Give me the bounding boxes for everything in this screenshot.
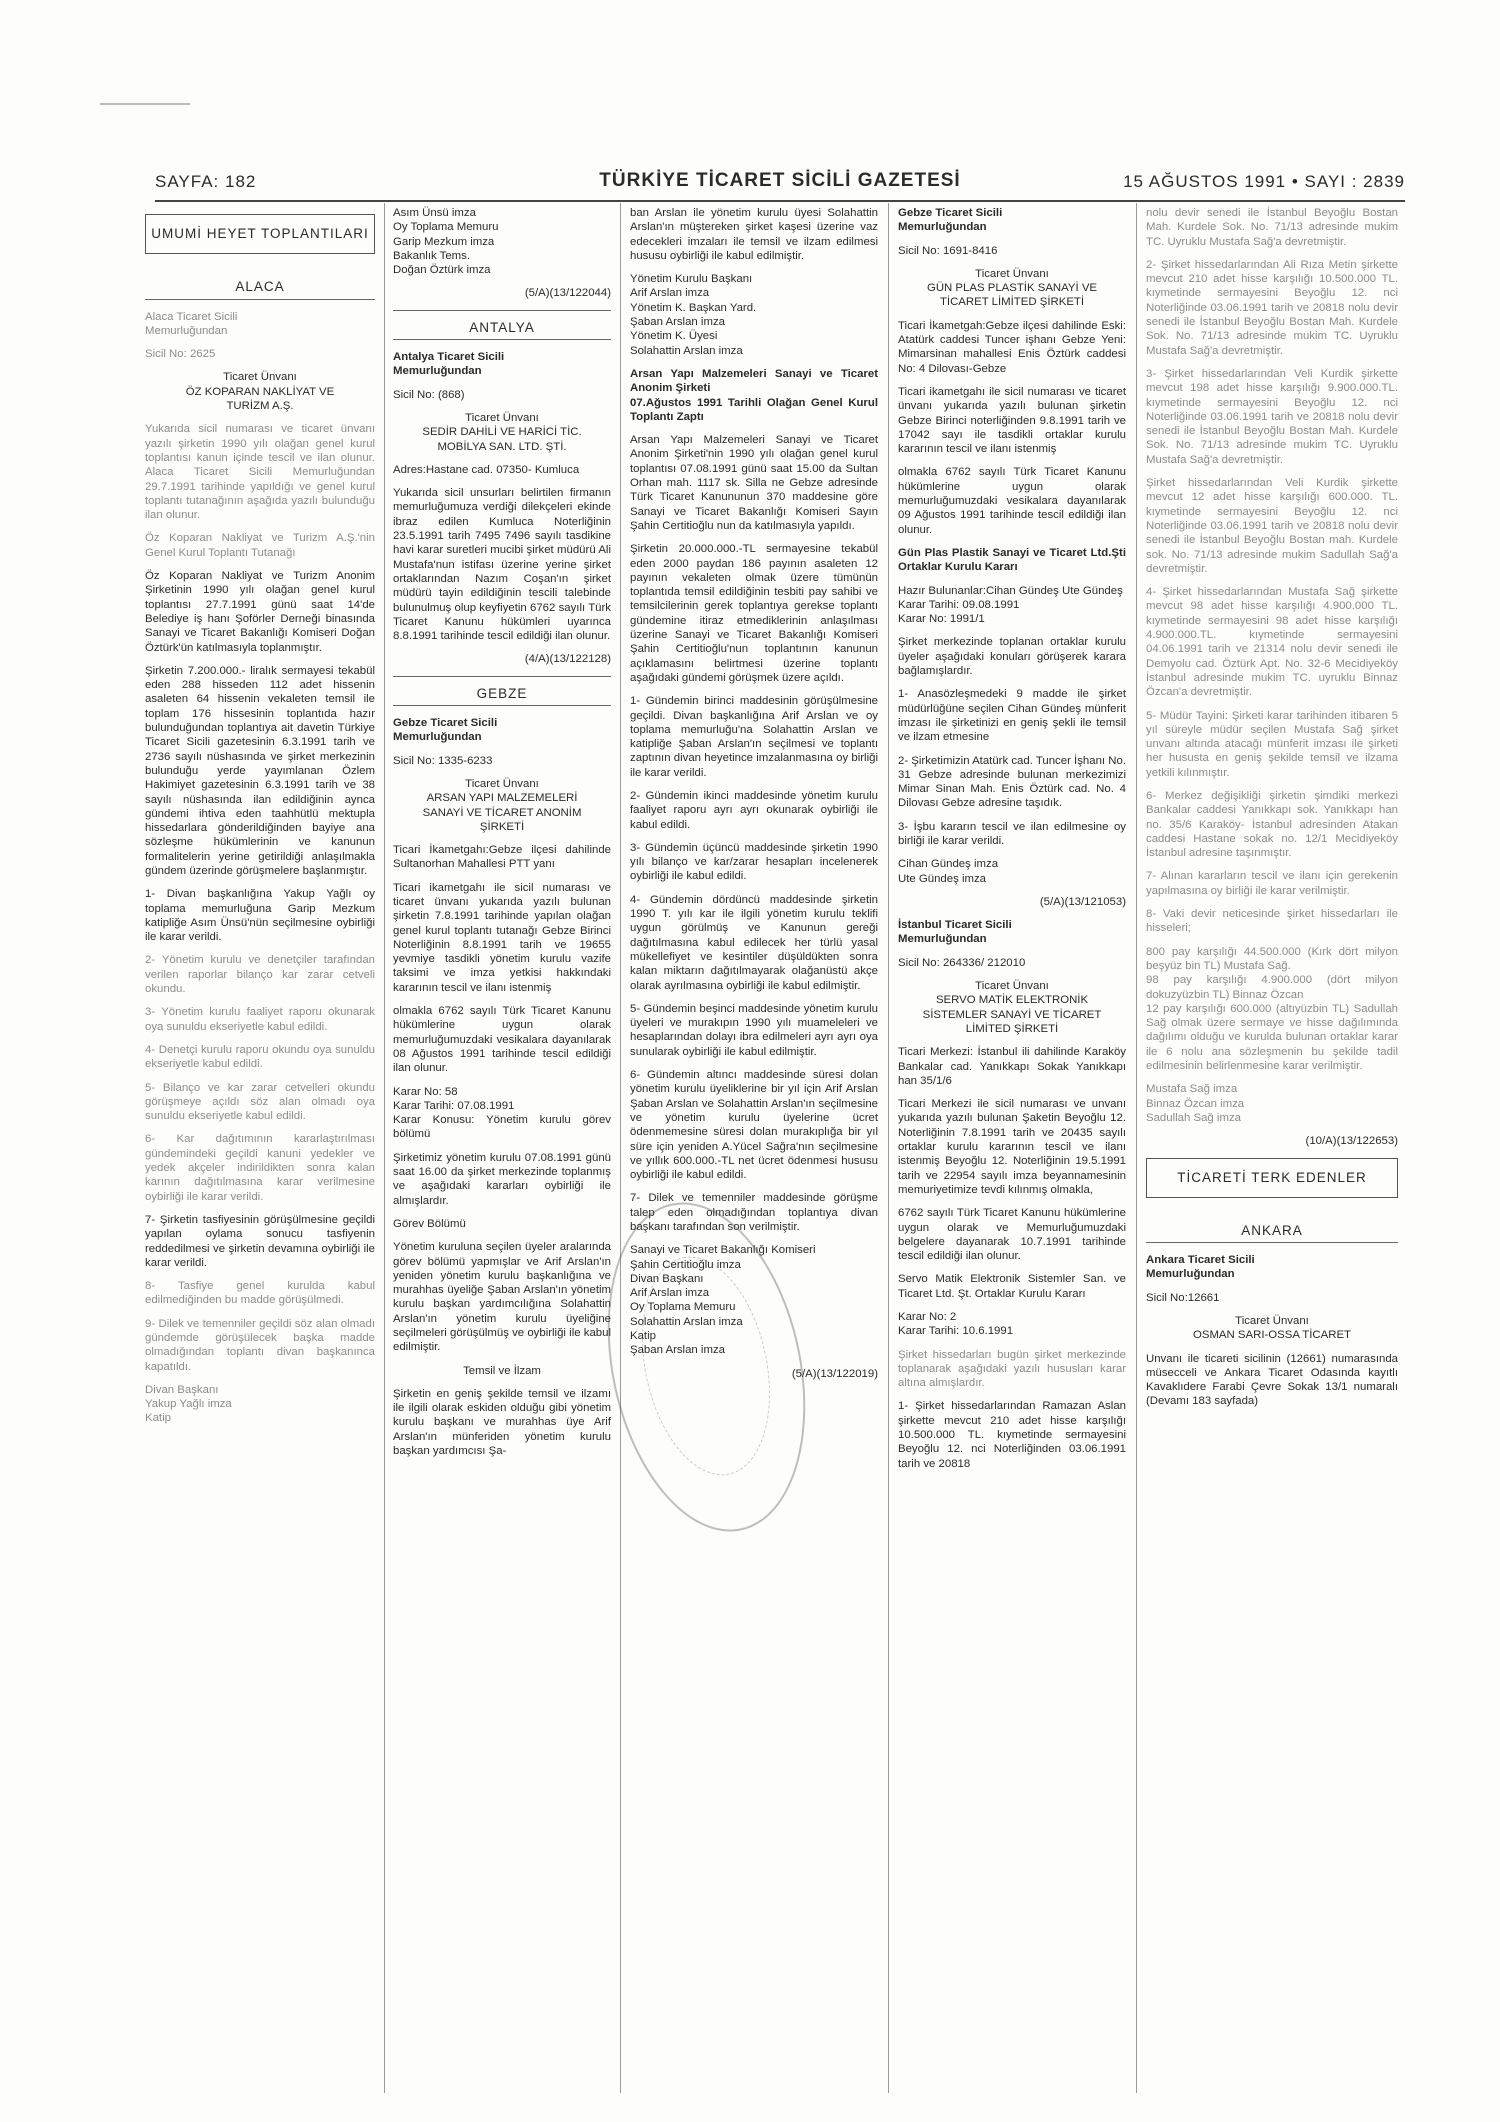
gazette-title: TÜRKİYE TİCARET SİCİLİ GAZETESİ (599, 170, 961, 191)
notice-paragraph: Karar No: 58 Karar Tarihi: 07.08.1991 Karar Konusu: Yönetim kurulu görev bölümü (393, 1085, 611, 1141)
notice-paragraph: nolu devir senedi ile İstanbul Beyoğlu Bostan Mah. Kurdele Sok. No. 71/13 adresinde mukim TC. Uyruklu Mustafa Sağ'a devretmiştir. (1146, 207, 1398, 248)
notice-paragraph: Ticaret Ünvanı ARSAN YAPI MALZEMELERİ SANAYİ VE TİCARET ANONİM ŞİRKETİ (422, 777, 582, 833)
notice-paragraph: Ticaret Ünvanı SEDİR DAHİLİ VE HARİCİ TİC. MOBİLYA SAN. LTD. ŞTİ. (422, 411, 582, 453)
notice-paragraph: Şirketimiz yönetim kurulu 07.08.1991 günü saat 16.00 da şirket merkezinde toplanmış ve aşağıdaki kararları oybirliği ile almışlardır. (393, 1151, 611, 1207)
notice-paragraph: ANTALYA (393, 310, 611, 340)
notice-paragraph: Ticari ikametgahı ile sicil numarası ve ticaret ünvanı yukarıda yazılı bulunan şirketin 7.8.1991 tarihinde yapılan olağan genel kurul toplantı tutanağı Gebze Birinci Noterliğinin 8.8.1991 tarih ve 19655 yevmiye tasdikli yönetim kurulu vazife taksimi ve imza yetkisi hakkındaki kararının tescil ve ilanı istenmiş (393, 881, 611, 994)
notice-paragraph: 2- Yönetim kurulu ve denetçiler tarafından verilen raporlar bilanço kar zarar cetveli okundu. (145, 954, 375, 996)
column-1 (145, 206, 375, 2096)
notice-paragraph: Gebze Ticaret Sicili Memurluğundan (898, 207, 1003, 234)
notice-paragraph: Şirketin 7.200.000.- liralık sermayesi tekabül eden 288 hisseden 112 adet hissenin asaleten 64 hissenin vekaleten temsil ile toplam 176 hissesinin toplantıda hazır bulunduğundan toplantıya ait davetin Türkiye Ticaret Sicili gazetesinin 6.3.1991 tarih ve 2736 sayılı nüshasında ve şirket merkezinin bulunduğu yerde yayımlanan Özlem Hakimiyet gazetesinin 6.3.1991 tarih ve 38 sayılı nüshasında ilan edildiğinin aynca gündemi ihtiva eden taahhütlü mektupla hissedarlara gönderildiğinden bayiye ana sözleşme hükümlerinin ve kanunun formalitelerin yerine getirildiği anlaşılmakla gündem üzerinde görüşmelere başlanmıştır. (145, 664, 375, 877)
notice-paragraph: Sicil No: 1335-6233 (393, 754, 493, 767)
notice-paragraph: Sicil No: 264336/ 212010 (898, 956, 1026, 969)
notice-paragraph: Temsil ve İlzam (463, 1364, 541, 1377)
notice-paragraph: Yönetim Kurulu Başkanı Arif Arslan imza Yönetim K. Başkan Yard. Şaban Arslan imza Yönetim K. Üyesi Solahattin Arslan imza (630, 273, 757, 357)
notice-paragraph: ANKARA (1146, 1214, 1398, 1243)
header-rule (155, 200, 1405, 202)
notice-paragraph: 5- Bilanço ve kar zarar cetvelleri okundu görüşmeye açıldı söz alan olmadı oya sunuldu ekseriyetle kabul edildi. (145, 1081, 375, 1123)
notice-paragraph: Şirketin 20.000.000.-TL sermayesine tekabül eden 2000 paydan 186 payının asaleten 12 payının vekaleten olmak üzere tümünün toplantıda temsil edildiğinin tesbiti pay sahibi ve temsilcilerinin gerek toplantıya gerekse toplantı gündemine itiraz etmediklerinin anlaşılması üzerine Sanayi ve Ticaret Bakanlığı Komiseri Şahin Certitioğlu'nun toplantının kanunun açıklamasını belirtmesi üzerine toplantı aşağıdaki gündemi görüşmek üzere açıldı. (630, 543, 878, 684)
notice-paragraph: (5/A)(13/121053) (1039, 895, 1126, 908)
scan-speck (100, 103, 190, 105)
notice-paragraph: Şirket hissedarları bugün şirket merkezinde toplanarak aşağıdaki yazılı hususları karar altına almışlardır. (898, 1348, 1126, 1390)
notice-paragraph: Yukarıda sicil unsurları belirtilen firmanın memurluğumuza verdiği dilekçeleri ekinde ibraz edilen Kumluca Noterliğinin 23.5.1991 tarih 7495 7496 sayılı tasdikine havi karar suretleri mucibi şirket müdürü Ali Mustafa'nun istifası üzerine yerine şirket ortaklarından Nazım Coşan'ın şirket müdürü tayin edildiğinin tescili talebinde bulunulmuş olup keyfiyetin 6762 sayılı Türk Ticaret Kanunu hükümleri uyarınca 8.8.1991 tarihinde tescil edildiği ilan olunur. (393, 487, 611, 643)
notice-paragraph: (5/A)(13/122019) (791, 1367, 878, 1380)
notice-paragraph: 800 pay karşılığı 44.500.000 (Kırk dört milyon beşyüz bin TL) Mustafa Sağ. 98 pay karşılığı 4.900.000 (dört milyon dokuzyüzbin TL) Binnaz Özcan 12 pay karşılığı 600.000 (altıyüzbin TL) Sadullah Sağ olmak üzere sermaye ve hisse dağılımında dağılımı olduğu ve kurulda bulunan ortaklar karar ile 6 nolu ana sözleşmenin bu şekilde tadil edilmesinin belirlenmesine karar verilmiştir. (1146, 945, 1398, 1073)
notice-paragraph: Karar No: 2 Karar Tarihi: 10.6.1991 (898, 1311, 1014, 1338)
notice-paragraph: (4/A)(13/122128) (524, 653, 611, 666)
notice-paragraph: Unvanı ile ticareti sicilinin (12661) numarasında müsecceli ve Ankara Ticaret Odasında kayıtlı Kavaklıdere Farabi Çevre Sokak 13/1 numaralı (Devamı 183 sayfada) (1146, 1352, 1398, 1408)
page-header (155, 170, 1405, 200)
notice-paragraph: (5/A)(13/122044) (524, 287, 611, 300)
notice-paragraph: Şirket merkezinde toplanan ortaklar kurulu üyeler aşağıdaki konuları görüşerek karara bağlamışlardır. (898, 636, 1126, 678)
notice-paragraph: 6762 sayılı Türk Ticaret Kanunu hükümlerine uygun olarak ve Memurluğumuzdaki belgelere dayanarak 10.7.1991 tarihinde tescil edildiği ilan olunur. (898, 1207, 1126, 1263)
column-2 (393, 206, 611, 2096)
notice-paragraph: Gün Plas Plastik Sanayi ve Ticaret Ltd.Şti Ortaklar Kurulu Kararı (898, 546, 1126, 574)
notice-paragraph: Sanayi ve Ticaret Bakanlığı Komiseri Şahin Certitioğlu imza Divan Başkanı Arif Arslan imza Oy Toplama Memuru Solahattin Arslan imza Katip Şaban Arslan imza (630, 1244, 816, 1357)
notice-paragraph: 3- Gündemin üçüncü maddesinde şirketin 1990 yılı bilanço ve kar/zarar hesapları incelenerek oybirliği ile kabul edildi. (630, 841, 878, 883)
notice-paragraph: Ticaret Ünvanı SERVO MATİK ELEKTRONİK SİSTEMLER SANAYİ VE TİCARET LİMİTED ŞİRKETİ (922, 980, 1102, 1035)
notice-paragraph: Şirketin en geniş şekilde temsil ve ilzamı ile ilgili olarak eskiden olduğu gibi yönetim kurulu başkanı ve murahhas üye Arif Arslan'ın münferiden yönetim kurulu başkan yardımcısı Şa- (393, 1387, 611, 1458)
notice-paragraph: 7- Dilek ve temenniler maddesinde görüşme talep eden olmadığından toplantıya divan başkanı tarafından son verilmiştir. (630, 1192, 878, 1233)
notice-paragraph: 3- Şirket hissedarlarından Veli Kurdik şirkette mevcut 198 adet hisse karşılığı 9.900.000.TL. kıymetinde sermayesini Beyoğlu 12. nci Noterliğinde 03.06.1991 tarih ve 20818 nolu devir senedi ile İstanbul Beyoğlu Bostan Mah. Kurdele Sok. No. 71/13 adresinde mukim TC. Uyruklu Mustafa Sağ'a devretmiştir. (1146, 367, 1398, 466)
notice-paragraph: 9- Dilek ve temenniler geçildi söz alan olmadı gündemde görüşülecek başka madde olmadığından toplantı divan başkanınca kapatıldı. (145, 1317, 375, 1373)
notice-paragraph: Asım Ünsü imza Oy Toplama Memuru Garip Mezkum imza Bakanlık Tems. Doğan Öztürk imza (393, 207, 499, 277)
column-divider (888, 203, 889, 2093)
notice-paragraph: Ankara Ticaret Sicili Memurluğundan (1146, 1254, 1255, 1281)
notice-paragraph: 2- Gündemin ikinci maddesinde yönetim kurulu faaliyet raporu ayrı ayrı okunarak oybirliği ile kabul edildi. (630, 789, 878, 831)
notice-paragraph: Ticari İkametgahı:Gebze ilçesi dahilinde Sultanorhan Mahallesi PTT yanı (393, 844, 611, 871)
notice-paragraph: İstanbul Ticaret Sicili Memurluğundan (898, 919, 1012, 946)
notice-paragraph: UMUMİ HEYET TOPLANTILARI (145, 214, 375, 254)
notice-paragraph: Arsan Yapı Malzemeleri Sanayi ve Ticaret Anonim Şirketi 07.Ağustos 1991 Tarihli Olağan Genel Kurul Toplantı Zaptı (630, 367, 878, 423)
notice-paragraph: 6- Merkez değişikliği şirketin şimdiki merkezi Bankalar caddesi Yanıkkapı sok. Yanıkkapı han no. 35/6 Karaköy- İstanbul adresinden Atakan caddesi Hastane sokak no. 12/1 Mecidiyeköy İstanbul adresine taşınmıştır. (1146, 789, 1398, 860)
notice-paragraph: 2- Şirket hissedarlarından Ali Rıza Metin şirkette mevcut 210 adet hisse karşılığı 10.500.000 TL. kıymetinde sermayesini Beyoğlu 12. nci Noterliğinde 03.06.1991 tarih ve 20818 nolu devir senedi ile İstanbul Beyoğlu Bostan Mah. Kurdele Sok. No. 71/13 adresinde mukim TC. Uyruklu Mustafa Sağ'a devretmiştir. (1146, 258, 1398, 357)
notice-paragraph: Sicil No: (868) (393, 388, 465, 401)
column-divider (1136, 203, 1137, 2093)
notice-paragraph: 8- Tasfiye genel kurulda kabul edilmediğinden bu madde görüşülmedi. (145, 1280, 375, 1307)
notice-paragraph: (10/A)(13/122653) (1305, 1135, 1398, 1148)
notice-paragraph: 4- Gündemin dördüncü maddesinde şirketin 1990 T. yılı kar ile ilgili yönetim kurulu teklifi uygun görülmüş ve Kanunun gereği dağıtılmasına kabul edilecek her türlü yasal mükellefiyet ve kesintiler düşüldükten sonra kalan miktarın dağıtılmayarak olağanüstü akçe olarak ayrılmasına oybirliği ile kabul edilmiştir. (630, 893, 878, 992)
issue-date: 15 AĞUSTOS 1991 • SAYI : 2839 (1123, 172, 1405, 191)
notice-paragraph: Alaca Ticaret Sicili Memurluğundan (145, 310, 238, 337)
notice-paragraph: 2- Şirketimizin Atatürk cad. Tuncer İşhanı No. 31 Gebze adresinde bulunan merkezimizi Mimar Sinan Mah. Enis Öztürk cad. No. 4 Dilovası Gebze adresine taşıdık. (898, 754, 1126, 810)
notice-paragraph: 7- Şirketin tasfiyesinin görüşülmesine geçildi yapılan oylama sonucu tasfiyenin reddedilmesi ve şirketin devamına oybirliği ile karar verildi. (145, 1213, 375, 1269)
notice-paragraph: Hazır Bulunanlar:Cihan Gündeş Ute Gündeş Karar Tarihi: 09.08.1991 Karar No: 1991/1 (898, 584, 1123, 626)
column-divider (384, 203, 385, 2093)
notice-paragraph: Gebze Ticaret Sicili Memurluğundan (393, 717, 498, 744)
notice-paragraph: Adres:Hastane cad. 07350- Kumluca (393, 463, 580, 476)
notice-paragraph: Öz Koparan Nakliyat ve Turizm A.Ş.'nin Genel Kurul Toplantı Tutanağı (145, 532, 375, 559)
notice-paragraph: 4- Şirket hissedarlarından Mustafa Sağ şirkette mevcut 98 adet hisse karşılığı 4.900.000 TL. kıymetinde sermayesini 98 adet hisse karşılığı 4.900.000.TL. kıymetinde sermayesini 04.06.1991 tarih ve 21314 nolu devir senedi ile Demyolu cad. Öztürk Apt. No. 32-6 Mecidiyeköy İstanbul adresinde mukim TC. uyruklu Binnaz Özcan'a devretmiştir. (1146, 586, 1398, 699)
notice-paragraph: 5- Gündemin beşinci maddesinde yönetim kurulu üyeleri ve murakıpın 1990 yılı muameleleri ve hesaplarından dolayı ibra edilmeleri ayrı ayrı oya sunularak oybirliği ile kabul edilmiştir. (630, 1002, 878, 1058)
notice-paragraph: Yukarıda sicil numarası ve ticaret ünvanı yazılı şirketin 1990 yılı olağan genel kurul toplantısı kanun içinde tescil ve ilan olunur. Alaca Ticaret Sicili Memurluğundan 29.7.1991 tarihinde yapıldığı ve genel kurul toplantı tutanağının aşağıda yazılı bulunduğu ilan olunur. (145, 423, 375, 522)
notice-paragraph: Mustafa Sağ imza Binnaz Özcan imza Sadullah Sağ imza (1146, 1083, 1245, 1124)
column-5 (1146, 206, 1398, 2096)
notice-paragraph: Divan Başkanı Yakup Yağlı imza Katip (145, 1383, 232, 1425)
notice-paragraph: 5- Müdür Tayini: Şirketi karar tarihinden itibaren 5 yıl süreyle müdür seçilen Mustafa Sağ şirket unvanı altında atacağı münferit imzası ile şirketi her hususta en geniş şekilde temsil ve ilzama yetkili kılınmıştır. (1146, 709, 1398, 779)
notice-paragraph: Ticari Merkezi ile sicil numarası ve unvanı yukarıda yazılı bulunan Şaketin Beyoğlu 12. Noterliğinin 7.8.1991 tarih ve 20435 sayılı ortaklar kurulu kararının tescil ve ilanı istenmiş Beyoğlu 12. Noterliğinin 19.5.1991 tarih ve 22954 sayılı imza beyannamesinin memuriyetimize tevdi kılınmış olmakla, (898, 1098, 1126, 1196)
notice-paragraph: Sicil No: 1691-8416 (898, 244, 998, 257)
page-number: SAYFA: 182 (155, 172, 257, 191)
notice-paragraph: olmakla 6762 sayılı Türk Ticaret Kanunu hükümlerine uygun olarak memurluğumuzdaki vesikalara dayanılarak 08 Ağustos 1991 tarihinde tescil edildiği ilan olunur. (393, 1005, 611, 1075)
notice-paragraph: 1- Anasözleşmedeki 9 madde ile şirket müdürlüğüne seçilen Cihan Gündeş münferit imzası ile şirketinizi en geniş şekli ile temsil ve ilzam etmesine (898, 688, 1126, 744)
notice-paragraph: 8- Vaki devir neticesinde şirket hissedarları ile hisseleri; (1146, 908, 1398, 935)
notice-paragraph: 7- Alınan kararların tescil ve ilanı için gerekenin yapılmasına oy birliği ile karar verilmiştir. (1146, 870, 1398, 897)
notice-paragraph: Ticaret Ünvanı OSMAN SARI-OSSA TİCARET (1192, 1315, 1352, 1342)
notice-paragraph: ban Arslan ile yönetim kurulu üyesi Solahattin Arslan'ın müştereken şirket kaşesi üzerine vaz edecekleri imzaları ile temsil ve ilzam edilmesi hususu oybirliği ile kabul edilmiştir. (630, 207, 878, 262)
notice-paragraph: Ticaret Ünvanı ÖZ KOPARAN NAKLİYAT VE TURİZM A.Ş. (185, 371, 335, 413)
notice-paragraph: Cihan Gündeş imza Ute Gündeş imza (898, 858, 999, 885)
notice-paragraph: Ticari ikametgahı ile sicil numarası ve ticaret ünvanı yukarıda yazılı bulunan şirketin Gebze Birinci noterliğinden 9.8.1991 tarih ve 17042 sayı ile tasdikli ortaklar kurulu kararının tescil ve ilanı istenmiş (898, 385, 1126, 456)
notice-paragraph: Sicil No: 2625 (145, 348, 216, 361)
notice-paragraph: 3- İşbu kararın tescil ve ilan edilmesine oy birliği ile karar verildi. (898, 820, 1126, 847)
notice-paragraph: Şirket hissedarlarından Veli Kurdik şirkette mevcut 12 adet hisse karşılığı 600.000. TL. kıymetinde sermayesini Beyoğlu 12. nci Noterliğinde 03.06.1991 tarih ve 20818 nolu devir senedi ile İstanbul Beyoğlu Bostan mah. Kurdele sok. No. 71/13 adresinde mukim Sadullah Sağ'a devretmiştir. (1146, 477, 1398, 575)
notice-paragraph: Öz Koparan Nakliyat ve Turizm Anonim Şirketinin 1990 yılı olağan genel kurul toplantısı 27.7.1991 günü saat 14'de Belediye iş hanı Şoförler Derneği binasında Sanayi ve Ticaret Bakanlığı Komiseri Doğan Öztürk'ün katılmasıyla toplanmıştır. (145, 570, 375, 654)
notice-paragraph: 6- Gündemin altıncı maddesinde süresi dolan yönetim kurulu üyeliklerine bir yıl için Arif Arslan Şaban Arslan ve Solahattin Arslan'ın seçilmesine ve yönetim kurulu üyelerine ücret ödenmemesine süresi dolan murakıplığa bir yıl süre için yeniden A.Yücel Sağra'nın seçilmesine ve yıllık 600.000.-TL net ücret ödenmesi hususu oybirliği ile kabul edildi. (630, 1069, 878, 1182)
notice-paragraph: Ticari İkametgah:Gebze ilçesi dahilinde Eski: Atatürk caddesi Tuncer işhanı Gebze Yeni: Mimarsinan mahallesi Enis Öztürk caddesi No: 4 Dilovası-Gebze (898, 319, 1126, 375)
notice-paragraph: Sicil No:12661 (1146, 1291, 1220, 1304)
notice-paragraph: olmakla 6762 sayılı Türk Ticaret Kanunu hükümlerine uygun olarak memurluğumuzdaki vesikalara dayanılarak 09 Ağustos 1991 tarihinde tescil edildiği ilan olunur. (898, 466, 1126, 536)
notice-paragraph: 6- Kar dağıtımının kararlaştırılması gündemindeki geçildi kanuni yedekler ve yedek akçeler indirildikten sonra kalan karının dağıtılmasına karar verilmesine oybirliği ile karar verildi. (145, 1133, 375, 1203)
notice-paragraph: 1- Şirket hissedarlarından Ramazan Aslan şirkette mevcut 210 adet hisse karşılığı 10.500.000 TL. kıymetinde sermayesini Beyoğlu 12. nci Noterliğinden 03.06.1991 tarih ve 20818 (898, 1400, 1126, 1470)
notice-paragraph: 4- Denetçi kurulu raporu okundu oya sunuldu ekseriyetle kabul edildi. (145, 1043, 375, 1071)
column-3 (630, 206, 878, 2096)
notice-paragraph: 1- Divan başkanlığına Yakup Yağlı oy toplama memurluğuna Garip Mezkum katipliğe Asım Ünsü'nün seçilmesine oybirliği ile karar verildi. (145, 888, 375, 944)
notice-paragraph: TİCARETİ TERK EDENLER (1146, 1158, 1398, 1198)
notice-paragraph: Görev Bölümü (393, 1217, 466, 1230)
column-4 (898, 206, 1126, 2096)
notice-paragraph: Antalya Ticaret Sicili Memurluğundan (393, 351, 505, 378)
notice-paragraph: Yönetim kuruluna seçilen üyeler aralarında görev bölümü yapmışlar ve Arif Arslan'ın yeniden yönetim kurulu başkanlığına ve murahhas üyeliğe Şaban Arslan'ın yönetim kurulu başkan yardımcılığına Solahattin Arslan'ın yönetim kurulu üyeliğine seçilmeleri görüşülmüş ve oybirliği ile kabul edilmiştir. (393, 1241, 611, 1354)
notice-paragraph: Ticari Merkezi: İstanbul ili dahilinde Karaköy Bankalar cad. Yanıkkapı Sokak Yanıkkapı han 35/1/6 (898, 1046, 1126, 1087)
notice-paragraph: 3- Yönetim kurulu faaliyet raporu okunarak oya sunuldu ekseriyetle kabul edildi. (145, 1006, 375, 1033)
notice-paragraph: Ticaret Ünvanı GÜN PLAS PLASTİK SANAYİ VE TİCARET LİMİTED ŞİRKETİ (926, 267, 1098, 309)
notice-paragraph: ALACA (145, 270, 375, 299)
column-divider (620, 203, 621, 2093)
notice-paragraph: 1- Gündemin birinci maddesinin görüşülmesine geçildi. Divan başkanlığına Arif Arslan ve oy toplama memurluğu'na Solahattin Arslan ve katipliğe Şaban Arslan'ın seçilmesi ve toplantı zaptının divan heyetince imzalanmasına oy birliği ile karar verildi. (630, 695, 878, 779)
notice-paragraph: GEBZE (393, 676, 611, 706)
notice-paragraph: Arsan Yapı Malzemeleri Sanayi ve Ticaret Anonim Şirketi'nin 1990 yılı olağan genel kurul toplantısı 07.08.1991 günü saat 15.00 da Sultan Orhan mah. 1117 sk. Silla ne Gebze adresinde Türk Ticaret Kanununun 370 maddesine göre Sanayi ve Ticaret Bakanlığı Komiseri Sayın Şahin Certitioğlu nun da katılmasıyla yapıldı. (630, 434, 878, 532)
notice-paragraph: Servo Matik Elektronik Sistemler San. ve Ticaret Ltd. Şt. Ortaklar Kurulu Kararı (898, 1273, 1126, 1300)
